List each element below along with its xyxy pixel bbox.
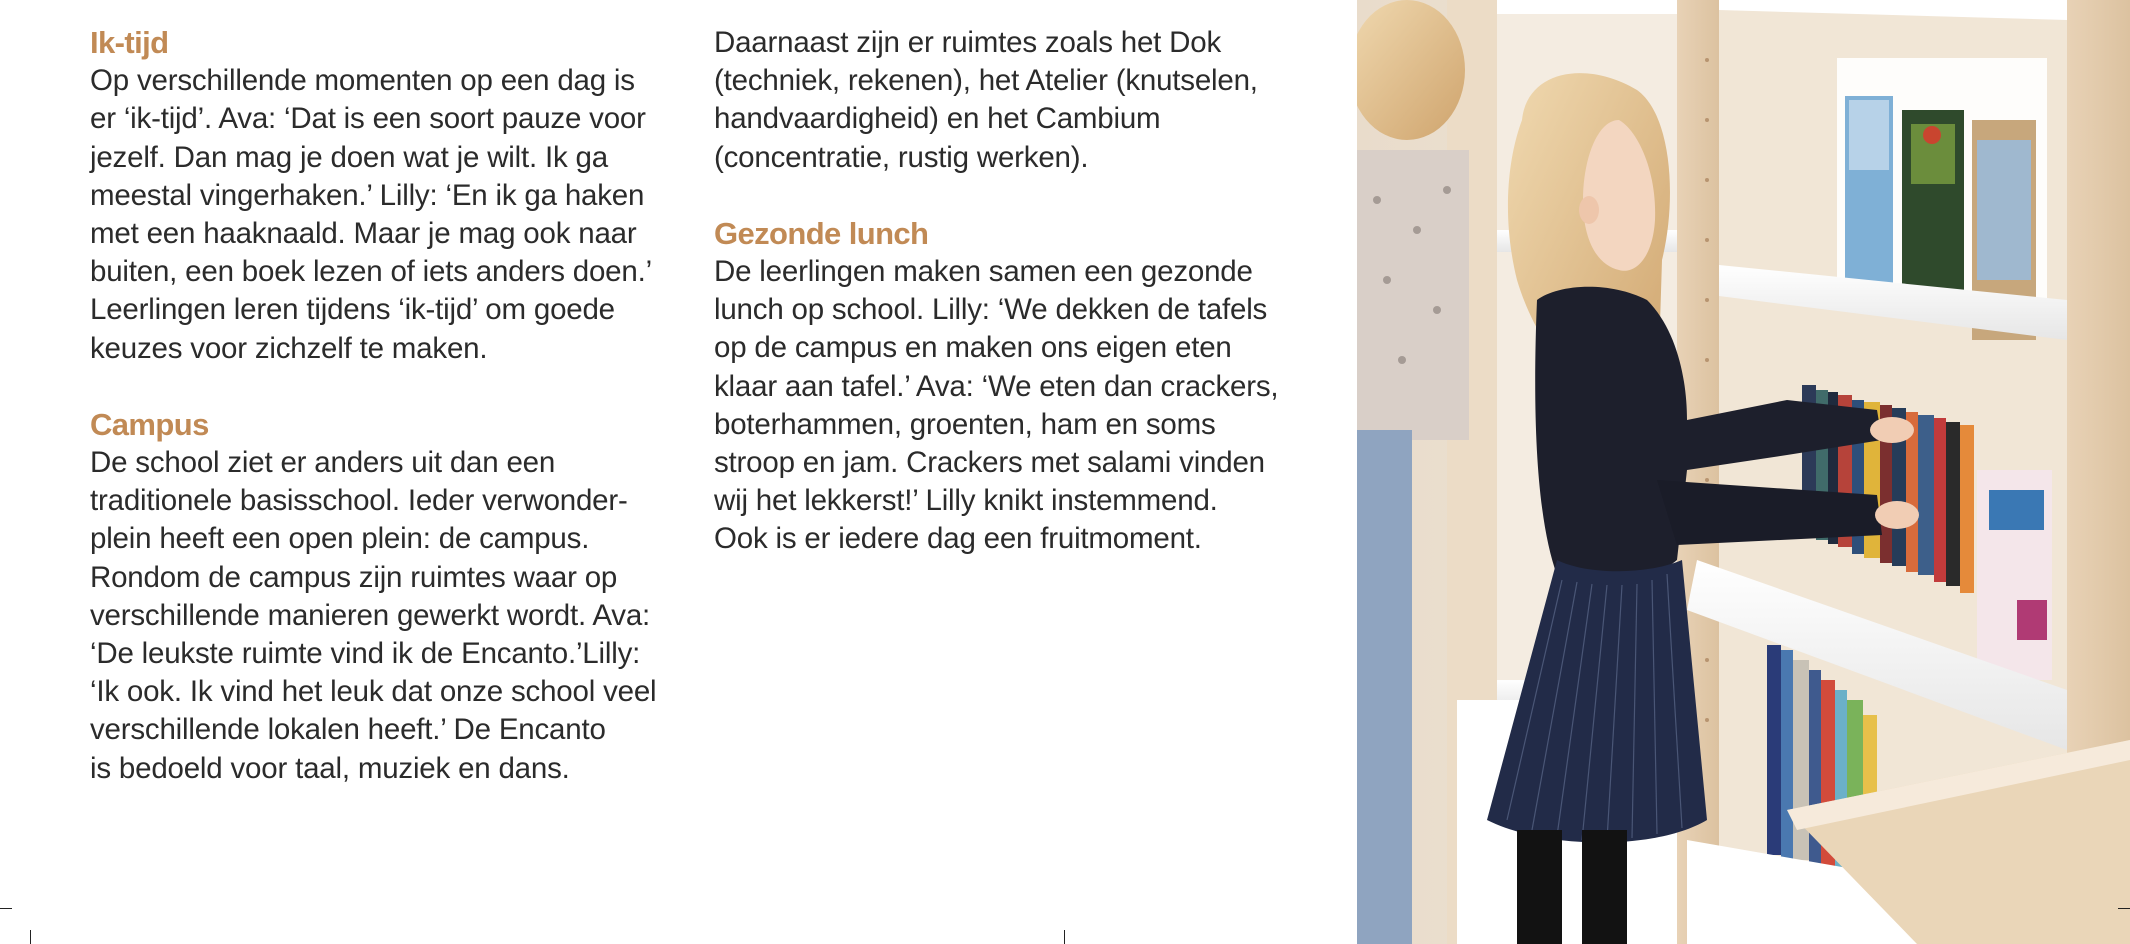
- body-line: Leerlingen leren tijdens ‘ik-tijd’ om goede: [90, 293, 615, 327]
- section-campus: [90, 406, 690, 788]
- body-line: er ‘ik-tijd’. Ava: ‘Dat is een soort pauze voor: [90, 102, 646, 136]
- body-line: Ook is er iedere dag een fruitmoment.: [714, 522, 1202, 556]
- crop-mark: [1064, 930, 1065, 944]
- body-line: ‘Ik ook. Ik vind het leuk dat onze school veel: [90, 675, 657, 709]
- section-gezonde-lunch: [714, 215, 1314, 559]
- body-line: handvaardigheid) en het Cambium: [714, 102, 1161, 136]
- body-line: stroop en jam. Crackers met salami vinden: [714, 446, 1265, 480]
- body-line: verschillende manieren gewerkt wordt. Ava:: [90, 598, 651, 632]
- crop-mark: [30, 930, 31, 944]
- body-line: jezelf. Dan mag je doen wat je wilt. Ik ga: [90, 140, 608, 174]
- section-body: [90, 444, 690, 788]
- body-line: plein heeft een open plein: de campus.: [90, 522, 590, 556]
- section-body: [714, 24, 1314, 177]
- body-line: verschillende lokalen heeft.’ De Encanto: [90, 713, 606, 747]
- body-line: boterhammen, groenten, ham en soms: [714, 407, 1216, 441]
- body-line: wij het lekkerst!’ Lilly knikt instemmend.: [714, 484, 1218, 518]
- body-line: (techniek, rekenen), het Atelier (knutselen,: [714, 64, 1258, 98]
- middle-text-column: [714, 24, 1314, 559]
- body-line: Rondom de campus zijn ruimtes waar op: [90, 560, 618, 594]
- left-text-column: [90, 24, 690, 788]
- body-line: ‘De leukste ruimte vind ik de Encanto.’Lilly:: [90, 637, 641, 671]
- section-body: [714, 253, 1314, 559]
- section-ik-tijd: [90, 24, 690, 368]
- photo-girl-at-bookshelf: [1357, 0, 2130, 944]
- body-line: keuzes voor zichzelf te maken.: [90, 331, 488, 365]
- body-line: De leerlingen maken samen een gezonde: [714, 255, 1253, 289]
- body-line: met een haaknaald. Maar je mag ook naar: [90, 217, 637, 251]
- body-line: klaar aan tafel.’ Ava: ‘We eten dan crackers,: [714, 369, 1279, 403]
- crop-mark: [0, 908, 12, 909]
- body-line: De school ziet er anders uit dan een: [90, 446, 556, 480]
- body-line: Op verschillende momenten op een dag is: [90, 64, 635, 98]
- photo-illustration: [1357, 0, 2130, 944]
- body-line: buiten, een boek lezen of iets anders doen.’: [90, 255, 652, 289]
- section-heading: Gezonde lunch: [714, 215, 929, 251]
- body-line: meestal vingerhaken.’ Lilly: ‘En ik ga haken: [90, 178, 645, 212]
- body-line: op de campus en maken ons eigen eten: [714, 331, 1232, 365]
- body-line: (concentratie, rustig werken).: [714, 140, 1089, 174]
- body-line: traditionele basisschool. Ieder verwonder-: [90, 484, 628, 518]
- section-body: [90, 62, 690, 368]
- body-line: Daarnaast zijn er ruimtes zoals het Dok: [714, 26, 1222, 59]
- body-line: is bedoeld voor taal, muziek en dans.: [90, 751, 570, 785]
- section-heading: Campus: [90, 406, 209, 442]
- crop-mark: [2118, 908, 2130, 909]
- body-line: lunch op school. Lilly: ‘We dekken de tafels: [714, 293, 1268, 327]
- section-ruimtes: [714, 24, 1314, 177]
- section-heading: Ik-tijd: [90, 25, 169, 60]
